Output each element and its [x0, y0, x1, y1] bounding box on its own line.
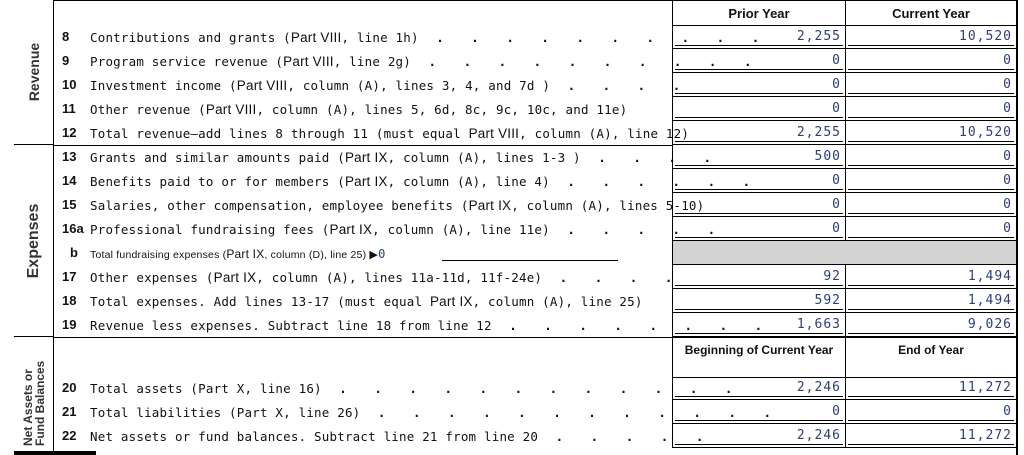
line-15-row — [14, 193, 1016, 217]
line-text: , column (A), lines 1-3 ) — [387, 150, 581, 165]
entry-underline — [675, 117, 843, 118]
entry-underline — [675, 285, 843, 286]
entry-underline — [848, 309, 1014, 310]
entry-underline — [848, 420, 1014, 421]
entry-underline — [675, 213, 843, 214]
line-text: , column (A), line 12) — [519, 126, 690, 141]
leader-dots: . . . . . . . . . . — [418, 30, 770, 45]
current-value: 0 — [1003, 149, 1012, 164]
current-value-cell — [845, 25, 1016, 49]
end-value: 11,272 — [959, 428, 1012, 443]
line-text: Revenue less expenses. Subtract line 18 from line 12 — [90, 318, 492, 333]
line-part-ref: Part IX — [429, 294, 473, 309]
line-number: 22 — [62, 428, 77, 443]
line-number: 19 — [62, 317, 77, 332]
prior-value-cell — [672, 265, 845, 289]
prior-value-cell — [672, 169, 845, 193]
current-value-cell — [845, 169, 1016, 193]
section-divider — [54, 337, 672, 338]
line-text: Other expenses ( — [90, 270, 214, 285]
end-value: 11,272 — [959, 380, 1012, 395]
entry-underline — [675, 420, 843, 421]
beginning-of-year-header-text: Beginning of Current Year — [684, 343, 834, 357]
line-text: Total expenses. Add lines 13-17 (must equal — [90, 294, 430, 309]
line-label — [90, 429, 713, 444]
leader-dots: . . . . — [550, 78, 691, 93]
prior-value-cell — [672, 145, 845, 169]
line-21-row — [14, 400, 1016, 424]
prior-value: 92 — [823, 269, 841, 284]
line-16b-label — [90, 247, 386, 261]
entry-underline — [848, 396, 1014, 397]
net-assets-label: Net Assets or Fund Balances — [20, 360, 47, 446]
prior-value: 0 — [832, 221, 841, 236]
line-text: , column (A), lines 5-10) — [511, 198, 705, 213]
line-19-row — [14, 313, 1016, 337]
entry-underline — [675, 69, 843, 70]
line-14-row — [14, 169, 1016, 193]
entry-underline — [848, 45, 1014, 46]
line-8-row — [14, 25, 1016, 49]
begin-value: 2,246 — [796, 428, 841, 443]
line-number: 11 — [62, 101, 76, 116]
entry-underline — [848, 165, 1014, 166]
prior-value: 0 — [832, 197, 841, 212]
end-of-year-header — [845, 337, 1016, 378]
line-part-ref: Part IX — [468, 198, 512, 213]
line-label — [90, 174, 760, 189]
entry-underline — [848, 69, 1014, 70]
begin-value-cell — [672, 400, 845, 424]
line-part-ref: Part VIII — [283, 54, 334, 69]
prior-value-cell — [672, 193, 845, 217]
entry-underline — [675, 237, 843, 238]
line-20-row — [14, 376, 1016, 400]
line-22-row — [14, 424, 1016, 448]
current-value-cell — [845, 289, 1016, 313]
entry-underline — [675, 396, 843, 397]
prior-value: 2,255 — [796, 29, 841, 44]
current-value: 0 — [1003, 173, 1012, 188]
line-12-row — [14, 121, 1016, 145]
prior-value-cell — [672, 49, 845, 73]
line-16b-underline — [442, 260, 618, 261]
prior-value-cell — [672, 97, 845, 121]
line-part-ref: Part VIII — [205, 102, 257, 117]
entry-underline — [848, 444, 1014, 445]
entry-underline — [675, 45, 843, 46]
line-text: Total assets (Part X, line 16) — [90, 381, 322, 396]
revenue-label: Revenue — [25, 42, 42, 102]
prior-value-cell — [672, 73, 845, 97]
line-label — [90, 294, 643, 309]
line-part-ref: Part IX — [329, 222, 373, 237]
entry-underline — [848, 117, 1014, 118]
current-value: 0 — [1003, 197, 1012, 212]
line-text: Contributions and grants ( — [90, 30, 291, 45]
begin-value-cell — [672, 376, 845, 400]
line-text: , column (A), line 25) — [472, 294, 643, 309]
prior-value-cell — [672, 217, 845, 241]
line-number: 9 — [62, 53, 70, 68]
line-16b-value: 0 — [378, 247, 386, 261]
current-value-cell — [845, 313, 1016, 337]
line-part-ref: Part IX — [344, 174, 388, 189]
line-part-ref: Part VIII — [290, 30, 342, 45]
leader-dots: . . . . . . . . — [491, 318, 773, 333]
current-value-cell — [845, 97, 1016, 121]
line-text: , line 1h) — [341, 30, 419, 45]
line-number: 14 — [62, 173, 77, 188]
line-text: Salaries, other compensation, employee benefits ( — [90, 198, 469, 213]
prior-value-cell — [672, 289, 845, 313]
prior-year-header — [672, 0, 845, 26]
entry-underline — [675, 444, 843, 445]
current-value-cell — [845, 145, 1016, 169]
line-text: Other revenue ( — [90, 102, 206, 117]
end-value-cell — [845, 424, 1016, 448]
prior-value: 0 — [832, 77, 841, 92]
line-17-row — [14, 265, 1016, 289]
line-label — [90, 222, 725, 237]
line-number: 10 — [62, 77, 77, 92]
prior-year-header-text: Prior Year — [728, 6, 790, 21]
prior-value: 500 — [814, 149, 841, 164]
begin-value: 0 — [832, 404, 841, 419]
line-text: , column (A), lines 3, 4, and 7d ) — [287, 78, 551, 93]
leader-dots: . . . . . — [549, 222, 726, 237]
line-label — [90, 381, 742, 396]
entry-underline — [675, 165, 843, 166]
current-value-cell — [845, 49, 1016, 73]
line-number: 21 — [62, 404, 77, 419]
current-value-cell — [845, 265, 1016, 289]
current-value: 0 — [1003, 221, 1012, 236]
entry-underline — [848, 213, 1014, 214]
line-number: 13 — [62, 149, 77, 164]
line-label — [90, 198, 704, 213]
line-16b-row — [14, 241, 1016, 265]
current-value: 1,494 — [967, 293, 1012, 308]
line-part-ref: Part VIII — [236, 78, 288, 93]
prior-value-cell — [672, 25, 845, 49]
beginning-of-year-header — [672, 337, 845, 378]
current-value: 10,520 — [959, 125, 1012, 140]
entry-underline — [675, 333, 843, 334]
end-of-year-header-text: End of Year — [898, 343, 964, 357]
leader-dots: . . . . . . . . . . . . — [321, 381, 743, 396]
line-16a-row — [14, 217, 1016, 241]
column-header-row — [14, 0, 1016, 26]
begin-value-cell — [672, 424, 845, 448]
entry-underline — [848, 93, 1014, 94]
end-value: 0 — [1003, 404, 1012, 419]
entry-underline — [848, 285, 1014, 286]
line-label — [90, 126, 689, 141]
entry-underline — [848, 141, 1014, 142]
prior-value: 0 — [832, 53, 841, 68]
leader-dots: . . . . — [542, 270, 683, 285]
line-part-ref: Part IX — [213, 270, 257, 285]
line-text: Total revenue—add lines 8 through 11 (must equal — [90, 126, 469, 141]
arrow-icon: ▶ — [369, 249, 379, 261]
line-text: Net assets or fund balances. Subtract line 21 from line 20 — [90, 429, 539, 444]
current-value-cell — [845, 217, 1016, 241]
line-number: b — [70, 245, 78, 260]
line-text: Investment income ( — [90, 78, 237, 93]
line-number: 15 — [62, 197, 77, 212]
line-text: , column (A), lines 11a-11d, 11f-24e) — [256, 270, 543, 285]
expenses-label: Expenses — [24, 203, 42, 278]
line-18-row — [14, 289, 1016, 313]
prior-value: 0 — [832, 101, 841, 116]
section-divider — [54, 145, 672, 146]
line-number: 12 — [62, 125, 77, 140]
current-year-header-text: Current Year — [892, 6, 970, 21]
line-text: Program service revenue ( — [90, 54, 284, 69]
begin-value: 2,246 — [796, 380, 841, 395]
entry-underline — [848, 333, 1014, 334]
line-16b-shaded-cell — [672, 241, 1016, 265]
line-text: Benefits paid to or for members ( — [90, 174, 345, 189]
entry-underline — [675, 141, 843, 142]
line-text: , column (A), lines 5, 6d, 8c, 9c, 10c, and 11e) — [256, 102, 628, 117]
leader-dots: . . . . . . . . . . . . — [360, 405, 782, 420]
net-assets-header-row — [14, 337, 1016, 378]
current-value: 0 — [1003, 101, 1012, 116]
line-9-row — [14, 49, 1016, 73]
current-value: 0 — [1003, 53, 1012, 68]
current-value: 0 — [1003, 77, 1012, 92]
leader-dots: . . . . . . . . . . — [411, 54, 762, 69]
line-text: Total fundraising expenses ( — [90, 249, 227, 261]
form-990-part-i-summary — [14, 0, 1018, 455]
line-11-row — [14, 97, 1016, 121]
end-value-cell — [845, 376, 1016, 400]
line-text: Total liabilities (Part X, line 26) — [90, 405, 361, 420]
current-value-cell — [845, 193, 1016, 217]
end-value-cell — [845, 400, 1016, 424]
entry-underline — [675, 309, 843, 310]
line-part-ref: Part IX — [226, 247, 265, 261]
current-year-header — [845, 0, 1016, 26]
current-value: 9,026 — [967, 317, 1012, 332]
line-text: , column (A), line 11e) — [372, 222, 550, 237]
line-label — [90, 150, 721, 165]
line-text: , column (A), line 4) — [387, 174, 550, 189]
line-label — [90, 78, 690, 93]
leader-dots: . . . . . — [538, 429, 714, 444]
line-13-row — [14, 145, 1016, 169]
prior-value: 592 — [814, 293, 841, 308]
entry-underline — [848, 237, 1014, 238]
entry-underline — [675, 189, 843, 190]
line-label — [90, 54, 762, 69]
current-value-cell — [845, 73, 1016, 97]
line-label — [90, 102, 627, 117]
line-number: 20 — [62, 380, 77, 395]
leader-dots: . . . . . . — [549, 174, 761, 189]
line-text-end: , column (D), line 25) — [264, 249, 367, 261]
line-number: 16a — [62, 221, 84, 236]
prior-value: 2,255 — [796, 125, 841, 140]
line-text: Professional fundraising fees ( — [90, 222, 330, 237]
prior-value: 0 — [832, 173, 841, 188]
line-label — [90, 30, 769, 45]
line-part-ref: Part VIII — [468, 126, 520, 141]
line-number: 17 — [62, 269, 77, 284]
entry-underline — [675, 93, 843, 94]
line-label — [90, 318, 772, 333]
line-text: Grants and similar amounts paid ( — [90, 150, 345, 165]
current-value: 10,520 — [959, 29, 1012, 44]
line-number: 8 — [62, 29, 70, 44]
bottom-bar — [14, 451, 96, 455]
line-10-row — [14, 73, 1016, 97]
line-text: , line 2g) — [333, 54, 411, 69]
line-number: 18 — [62, 293, 77, 308]
current-value: 1,494 — [967, 269, 1012, 284]
prior-value: 1,663 — [796, 317, 841, 332]
current-value-cell — [845, 121, 1016, 145]
prior-value-cell — [672, 313, 845, 337]
prior-value-cell — [672, 121, 845, 145]
line-part-ref: Part IX — [344, 150, 388, 165]
line-label — [90, 270, 682, 285]
leader-dots: . . . . — [580, 150, 721, 165]
entry-underline — [848, 189, 1014, 190]
